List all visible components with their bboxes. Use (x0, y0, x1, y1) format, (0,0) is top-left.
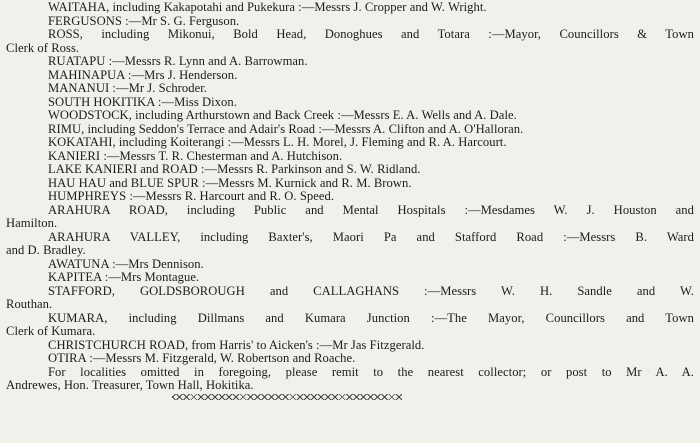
decorative-wavy-rule (172, 394, 402, 400)
entry-christchurch-road: CHRISTCHURCH ROAD, from Harris' to Aicken's :—Mr Jas Fitzgerald. (48, 337, 425, 352)
entry-kanieri: KANIERI :—Messrs T. R. Chesterman and A. Hutchison. (48, 148, 343, 163)
entry-ross-cont: Clerk of Ross. (6, 40, 80, 55)
entry-stafford-cont: Routhan. (6, 297, 53, 311)
entry-mananui: MANANUI :—Mr J. Schroder. (48, 81, 208, 95)
entry-lake-kanieri: LAKE KANIERI and ROAD :—Messrs R. Parkinson and S. W. Ridland. (48, 162, 421, 176)
entry-hau-hau: HAU HAU and BLUE SPUR :—Messrs M. Kurnick and R. M. Brown. (48, 175, 412, 190)
entry-kumara-cont: Clerk of Kumara. (6, 324, 96, 338)
entry-stafford: STAFFORD, GOLDSBOROUGH and CALLAGHANS :—Messrs W. H. Sandle and W. (48, 284, 694, 298)
closing-note-cont: Andrewes, Hon. Treasurer, Town Hall, Hokitika. (6, 378, 254, 392)
entry-otira: OTIRA :—Messrs M. Fitzgerald, W. Robertson and Roache. (48, 351, 356, 365)
entry-fergusons: FERGUSONS :—Mr S. G. Ferguson. (48, 13, 240, 28)
entry-waitaha: WAITAHA, including Kakapotahi and Pukekura :—Messrs J. Cropper and W. Wright. (48, 0, 487, 14)
entry-arahura-valley: ARAHURA VALLEY, including Baxter's, Maori Pa and Stafford Road :—Messrs B. Ward (48, 230, 694, 244)
entry-ross: ROSS, including Mikonui, Bold Head, Donoghues and Totara :—Mayor, Councillors & Town (48, 28, 694, 41)
entry-arahura-road-cont: Hamilton. (6, 216, 58, 230)
entry-arahura-road: ARAHURA ROAD, including Public and Mental Hospitals :—Mesdames W. J. Houston and (48, 203, 694, 217)
entry-humphreys: HUMPHREYS :—Messrs R. Harcourt and R. O. Speed. (48, 189, 335, 203)
entry-awatuna: AWATUNA :—Mrs Dennison. (48, 256, 204, 271)
entry-south-hokitika: SOUTH HOKITIKA :—Miss Dixon. (48, 94, 237, 109)
entry-kokatahi: KOKATAHI, including Koiterangi :—Messrs L. H. Morel, J. Fleming and R. A. Harcourt. (48, 135, 507, 149)
entry-arahura-valley-cont: and D. Bradley. (6, 243, 86, 257)
closing-note: For localities omitted in foregoing, please remit to the nearest collector; or post to Mr A. A. (48, 365, 694, 379)
entry-kapitea: KAPITEA :—Mrs Montague. (48, 270, 200, 284)
entry-mahinapua: MAHINAPUA :—Mrs J. Henderson. (48, 67, 238, 82)
entry-woodstock: WOODSTOCK, including Arthurstown and Back Creek :—Messrs E. A. Wells and A. Dale. (48, 108, 517, 122)
entry-ruatapu: RUATAPU :—Messrs R. Lynn and A. Barrowman. (48, 54, 308, 68)
entry-kumara: KUMARA, including Dillmans and Kumara Junction :—The Mayor, Councillors and Town (48, 311, 694, 325)
entry-rimu: RIMU, including Seddon's Terrace and Adair's Road :—Messrs A. Clifton and A. O'Halloran. (48, 121, 524, 136)
